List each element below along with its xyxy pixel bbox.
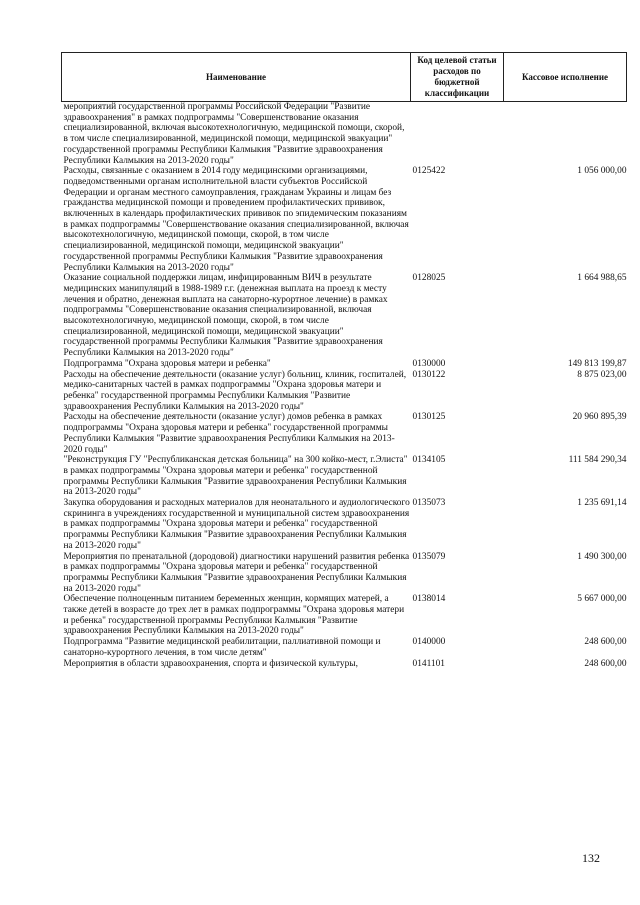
row-code: 0130122 — [412, 369, 446, 380]
table-row — [62, 166, 627, 273]
header-amount: Кассовое исполнение — [504, 53, 627, 102]
table-body — [62, 102, 627, 670]
row-amount — [504, 102, 627, 167]
table-row — [62, 594, 627, 637]
row-name: Оказание социальной поддержки лицам, инфицированным ВИЧ в результате медицинских манипуляций в 1988-1989 г.г. (денежная выплата на проезд к месту лечения и обратно, денежная выплата на санаторно-курортное лечение) в рамках подпрограммы "Совершенствование оказания специализированной, включая высокотехнологичную, медицинской помощи, скорой, в том числе специализированной, медицинской помощи, медицинской эвакуации" государственной программы Республики Калмыкия "Развитие здравоохранения Республики Калмыкия на 2013-2020 годы" — [63, 273, 388, 359]
row-amount: 248 600,00 — [584, 658, 627, 669]
row-code: 0141101 — [412, 658, 445, 669]
table-row — [62, 659, 627, 670]
table-row — [62, 359, 627, 370]
row-code: 0140000 — [412, 637, 446, 648]
row-code: 0134105 — [412, 455, 446, 466]
header-name: Наименование — [62, 53, 411, 102]
row-code: 0135073 — [412, 498, 446, 509]
row-name: Расходы на обеспечение деятельности (оказание услуг) больниц, клиник, госпиталей, медико-санитарных частей в рамках подпрограммы "Охрана здоровья матери и ребенка" государственной программы Республики Калмыкия "Развитие здравоохранения Республики Калмыкия на 2013-2020 годы" — [63, 369, 407, 412]
row-name: Мероприятия по пренатальной (дородовой) диагностики нарушений развития ребенка в рамках подпрограммы "Охрана здоровья матери и ребенка" государственной программы Республики Калмыкия "Развитие здравоохранения Республики Калмыкия на 2013-2020 годы" — [63, 551, 410, 594]
row-code: 0128025 — [412, 273, 446, 284]
row-code: 0130000 — [412, 358, 446, 369]
row-name: Подпрограмма "Охрана здоровья матери и ребенка" — [63, 358, 271, 369]
row-amount: 1 235 691,14 — [577, 498, 627, 509]
row-amount: 111 584 290,34 — [568, 455, 627, 466]
table-header-row — [62, 53, 627, 102]
row-amount: 1 490 300,00 — [577, 551, 627, 562]
row-amount: 5 667 000,00 — [577, 594, 627, 605]
row-code: 0125422 — [412, 166, 446, 177]
row-amount: 248 600,00 — [584, 637, 627, 648]
table-row — [62, 455, 627, 498]
row-name: Подпрограмма "Развитие медицинской реабилитации, паллиативной помощи и санаторно-курортного лечения, в том числе детям" — [63, 637, 381, 658]
row-name: мероприятий государственной программы Российской Федерации "Развитие здравоохранения" в рамках подпрограммы "Совершенствование оказания специализированной, включая высокотехнологичную, медицинской помощи, скорой, в том числе специализированной, медицинской помощи, медицинской эвакуации" государственной программы Республики Калмыкия "Развитие здравоохранения Республики Калмыкия на 2013-2020 годы" — [63, 102, 405, 166]
row-name: "Реконструкция ГУ "Республиканская детская больница" на 300 койко-мест, г.Элиста" в рамках подпрограммы "Охрана здоровья матери и ребенка" государственной программы Республики Калмыкия "Развитие здравоохранения Республики Калмыкия на 2013-2020 годы" — [63, 455, 408, 498]
page-number: 132 — [582, 851, 600, 865]
table-row — [62, 273, 627, 359]
row-amount: 149 813 199,87 — [567, 358, 627, 369]
row-amount: 8 875 023,00 — [577, 369, 627, 380]
row-code: 0135079 — [412, 551, 446, 562]
table-row — [62, 552, 627, 595]
table-row — [62, 102, 627, 167]
row-name: Обеспечение полноценным питанием беременных женщин, кормящих матерей, а также детей в возрасте до трех лет в рамках подпрограммы "Охрана здоровья матери и ребенка" государственной программы Республики Калмыкия "Развитие здравоохранения Республики Калмыкия на 2013-2020 годы" — [63, 594, 405, 637]
row-amount: 1 056 000,00 — [577, 166, 627, 177]
table-row — [62, 637, 627, 658]
header-code: Код целевой статьи расходов по бюджетной классификации — [411, 53, 504, 102]
row-code — [411, 102, 504, 167]
row-amount: 20 960 895,39 — [572, 412, 627, 423]
table-row — [62, 412, 627, 455]
row-name: Расходы на обеспечение деятельности (оказание услуг) домов ребенка в рамках подпрограммы "Охрана здоровья матери и ребенка" государственной программы Республики Калмыкия "Развитие здравоохранения Республики Калмыкия на 2013-2020 годы" — [63, 412, 395, 455]
row-name: Закупка оборудования и расходных материалов для неонатального и аудиологического скрининга в учреждениях государственной и муниципальной систем здравоохранения в рамках подпрограммы "Охрана здоровья матери и ребенка" государственной программы Республики Калмыкия "Развитие здравоохранения Республики Калмыкия на 2013-2020 годы" — [63, 498, 410, 551]
row-code: 0130125 — [412, 412, 446, 423]
row-code: 0138014 — [412, 594, 446, 605]
row-name: Расходы, связанные с оказанием в 2014 году медицинскими организациями, подведомственными органам исполнительной власти субъектов Российской Федерации и органам местного самоуправления, гражданам Украины и лицам без гражданства медицинской помощи и проведением профилактических прививок, включенных в календарь профилактических прививок по эпидемическим показаниям в рамках подпрограммы "Совершенствование оказания специализированной, включая высокотехнологичную, медицинской помощи, скорой, в том числе специализированной, медицинской помощи, медицинской эвакуации" государственной программы Республики Калмыкия "Развитие здравоохранения Республики Калмыкия на 2013-2020 годы" — [63, 166, 409, 273]
row-name: Мероприятия в области здравоохранения, спорта и физической культуры, — [63, 658, 358, 669]
table-row — [62, 370, 627, 413]
row-amount: 1 664 988,65 — [577, 273, 627, 284]
table-row — [62, 498, 627, 552]
budget-table — [61, 52, 627, 669]
